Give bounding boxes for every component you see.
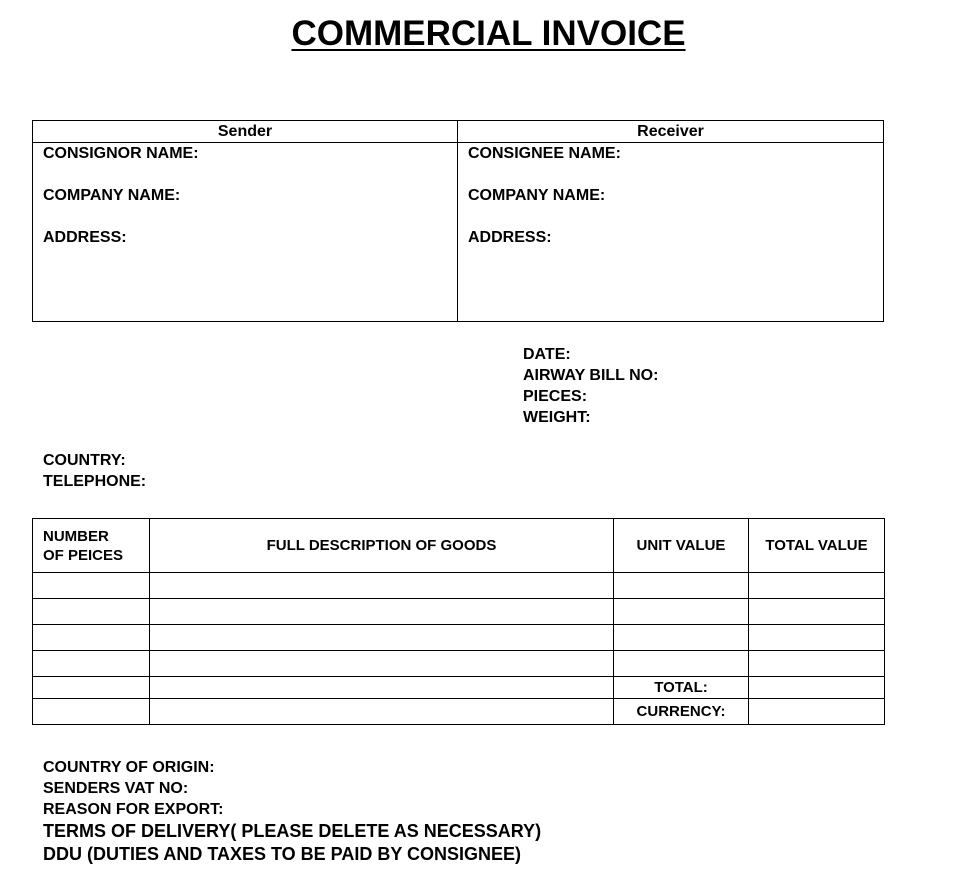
receiver-section xyxy=(458,121,883,321)
contact-info xyxy=(43,450,146,492)
total-value-cell[interactable] xyxy=(749,573,885,599)
goods-table xyxy=(32,518,885,725)
total-row-description-cell[interactable] xyxy=(150,677,614,699)
country-label: COUNTRY: xyxy=(43,452,126,469)
header-unit-value: UNIT VALUE xyxy=(614,519,749,573)
date-label: DATE: xyxy=(523,346,571,363)
pieces-cell[interactable] xyxy=(33,573,150,599)
currency-row xyxy=(33,699,885,725)
sender-company-name-label: COMPANY NAME: xyxy=(43,187,181,204)
receiver-company-name-label: COMPANY NAME: xyxy=(468,187,606,204)
total-label: TOTAL: xyxy=(614,677,749,699)
footer-info xyxy=(43,757,541,866)
description-cell[interactable] xyxy=(150,651,614,677)
header-description: FULL DESCRIPTION OF GOODS xyxy=(150,519,614,573)
pieces-label: PIECES: xyxy=(523,388,588,405)
sender-receiver-box xyxy=(32,120,884,322)
table-row xyxy=(33,599,885,625)
weight-label: WEIGHT: xyxy=(523,409,591,426)
consignee-name-label: CONSIGNEE NAME: xyxy=(468,145,621,162)
header-pieces-line1: NUMBER xyxy=(43,527,109,545)
currency-row-pieces-cell[interactable] xyxy=(33,699,150,725)
total-value-cell[interactable] xyxy=(749,651,885,677)
description-cell[interactable] xyxy=(150,573,614,599)
total-row xyxy=(33,677,885,699)
receiver-header: Receiver xyxy=(458,121,883,143)
unit-value-cell[interactable] xyxy=(614,625,749,651)
description-cell[interactable] xyxy=(150,599,614,625)
currency-label: CURRENCY: xyxy=(614,699,749,725)
reason-for-export-label: REASON FOR EXPORT: xyxy=(43,801,224,818)
terms-of-delivery: TERMS OF DELIVERY( PLEASE DELETE AS NECESSARY) xyxy=(43,821,542,841)
header-number-of-pieces xyxy=(33,519,150,573)
currency-input-cell[interactable] xyxy=(749,699,885,725)
unit-value-cell[interactable] xyxy=(614,651,749,677)
description-cell[interactable] xyxy=(150,625,614,651)
total-value-cell[interactable] xyxy=(749,625,885,651)
pieces-cell[interactable] xyxy=(33,599,150,625)
goods-table-header-row xyxy=(33,519,885,573)
total-value-input-cell[interactable] xyxy=(749,677,885,699)
pieces-cell[interactable] xyxy=(33,625,150,651)
country-of-origin-label: COUNTRY OF ORIGIN: xyxy=(43,759,215,776)
total-value-cell[interactable] xyxy=(749,599,885,625)
table-row xyxy=(33,651,885,677)
total-row-pieces-cell[interactable] xyxy=(33,677,150,699)
table-row xyxy=(33,573,885,599)
unit-value-cell[interactable] xyxy=(614,599,749,625)
senders-vat-label: SENDERS VAT NO: xyxy=(43,780,189,797)
unit-value-cell[interactable] xyxy=(614,573,749,599)
invoice-title-text: COMMERCIAL INVOICE xyxy=(291,14,686,53)
sender-header: Sender xyxy=(33,121,457,143)
telephone-label: TELEPHONE: xyxy=(43,473,147,490)
pieces-cell[interactable] xyxy=(33,651,150,677)
ddu-note: DDU (DUTIES AND TAXES TO BE PAID BY CONSIGNEE) xyxy=(43,844,522,864)
sender-address-label: ADDRESS: xyxy=(43,229,127,246)
header-pieces-line2: OF PEICES xyxy=(43,546,124,564)
currency-row-description-cell[interactable] xyxy=(150,699,614,725)
receiver-address-label: ADDRESS: xyxy=(468,229,552,246)
shipment-info xyxy=(523,344,658,428)
consignor-name-label: CONSIGNOR NAME: xyxy=(43,145,199,162)
sender-section xyxy=(33,121,458,321)
airway-bill-label: AIRWAY BILL NO: xyxy=(523,367,659,384)
table-row xyxy=(33,625,885,651)
invoice-title xyxy=(0,14,977,54)
header-total-value: TOTAL VALUE xyxy=(749,519,885,573)
